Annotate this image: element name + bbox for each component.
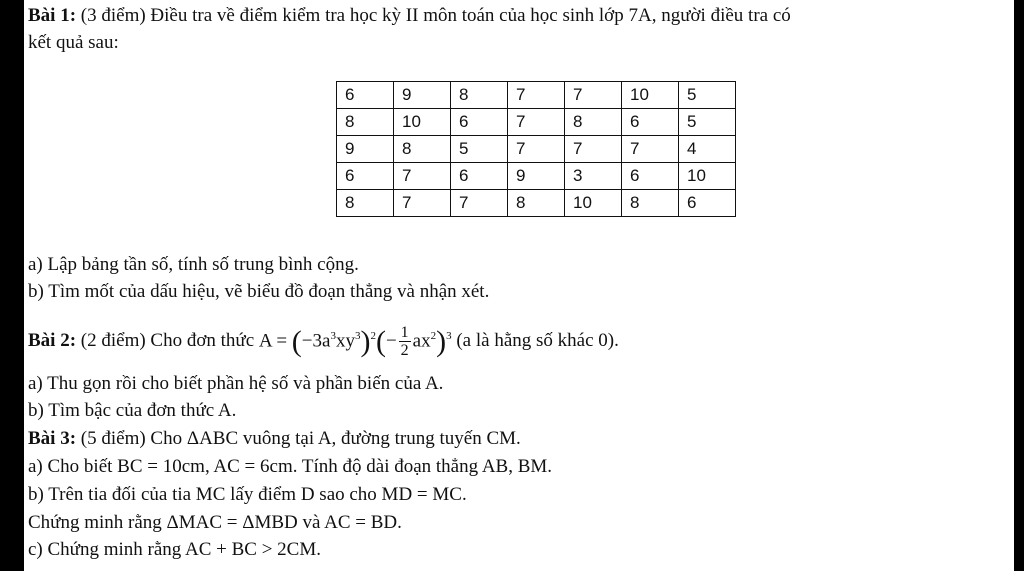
table-cell: 8: [337, 190, 394, 217]
table-cell: 6: [337, 163, 394, 190]
table-cell: 6: [622, 109, 679, 136]
table-cell: 10: [679, 163, 736, 190]
formula-exp-a: 3: [330, 330, 336, 342]
table-cell: 8: [508, 190, 565, 217]
bai3-part-c: c) Chứng minh rằng AC + BC > 2CM.: [28, 539, 321, 560]
table-cell: 8: [394, 136, 451, 163]
table-cell: 7: [451, 190, 508, 217]
formula-lhs: A =: [258, 330, 292, 352]
fraction-one-half: [399, 324, 411, 359]
bai1-heading: [28, 4, 791, 28]
worksheet: [24, 0, 1014, 571]
formula-part1: −3a: [301, 330, 331, 352]
table-cell: 6: [451, 109, 508, 136]
table-cell: 10: [565, 190, 622, 217]
bai3-part-b: b) Trên tia đối của tia MC lấy điểm D sao cho MD = MC.: [28, 484, 467, 505]
table-cell: 7: [394, 163, 451, 190]
bai1-text: (3 điểm) Điều tra về điểm kiểm tra học kỳ II môn toán của học sinh lớp 7A, người điều tra có: [76, 5, 791, 26]
table-row: [337, 190, 736, 217]
bai3-label: Bài 3:: [28, 428, 77, 449]
table-cell: 8: [565, 109, 622, 136]
score-table: [336, 81, 736, 217]
bai3-text: (5 điểm) Cho ΔABC vuông tại A, đường trung tuyến CM.: [76, 428, 521, 449]
bai3-part-a: a) Cho biết BC = 10cm, AC = 6cm. Tính độ dài đoạn thẳng AB, BM.: [28, 456, 553, 477]
table-cell: 6: [337, 82, 394, 109]
table-cell: 7: [508, 82, 565, 109]
table-cell: 7: [565, 136, 622, 163]
bai1-text-cont: kết quả sau:: [28, 32, 119, 53]
table-cell: 9: [337, 136, 394, 163]
table-cell: 7: [394, 190, 451, 217]
table-cell: 9: [508, 163, 565, 190]
table-cell: 7: [508, 136, 565, 163]
table-cell: 8: [451, 82, 508, 109]
bai3-proof: Chứng minh rằng ΔMAC = ΔMBD và AC = BD.: [28, 512, 402, 533]
right-black-border: [1014, 0, 1024, 571]
table-cell: 6: [451, 163, 508, 190]
table-row: [337, 163, 736, 190]
bai1-part-b: b) Tìm mốt của dấu hiệu, vẽ biểu đồ đoạn thẳng và nhận xét.: [28, 281, 490, 302]
table-cell: 6: [679, 190, 736, 217]
table-cell: 5: [679, 109, 736, 136]
bai2-heading: [28, 324, 619, 359]
table-cell: 9: [394, 82, 451, 109]
bai1-label: Bài 1:: [28, 5, 77, 26]
table-row: [337, 136, 736, 163]
bai2-label: Bài 2:: [28, 330, 77, 352]
formula-exp-outer1: 2: [370, 330, 376, 342]
table-cell: 10: [622, 82, 679, 109]
formula-part2: xy: [335, 330, 355, 352]
bai2-suffix: (a là hằng số khác 0).: [456, 330, 619, 352]
table-cell: 7: [622, 136, 679, 163]
fraction-numerator: 1: [400, 324, 409, 342]
formula-exp-x: 2: [430, 330, 437, 342]
formula-exp-y: 3: [354, 330, 361, 342]
table-cell: 5: [451, 136, 508, 163]
table-cell: 10: [394, 109, 451, 136]
bai2-text: (2 điểm) Cho đơn thức: [76, 330, 259, 352]
table-cell: 6: [622, 163, 679, 190]
table-row: [337, 82, 736, 109]
bai2-part-b: b) Tìm bậc của đơn thức A.: [28, 400, 237, 421]
table-cell: 3: [565, 163, 622, 190]
table-row: [337, 109, 736, 136]
bai2-part-a: a) Thu gọn rồi cho biết phần hệ số và phần biến của A.: [28, 373, 444, 394]
table-cell: 7: [508, 109, 565, 136]
table-cell: 7: [565, 82, 622, 109]
table-cell: 5: [679, 82, 736, 109]
monomial-formula: $A = (-3a^3xy^3)^2(-$ $\frac{1}{2}$ $ax^2)^3$: [258, 324, 452, 360]
formula-part3: ax: [412, 330, 431, 352]
bai3-heading: [28, 427, 521, 451]
formula-exp-outer2: 3: [446, 330, 452, 342]
bai1-part-a: a) Lập bảng tần số, tính số trung bình cộng.: [28, 254, 359, 275]
table-cell: 8: [337, 109, 394, 136]
left-black-border: [0, 0, 24, 571]
table-cell: 8: [622, 190, 679, 217]
table-cell: 4: [679, 136, 736, 163]
fraction-denominator: 2: [400, 342, 409, 360]
